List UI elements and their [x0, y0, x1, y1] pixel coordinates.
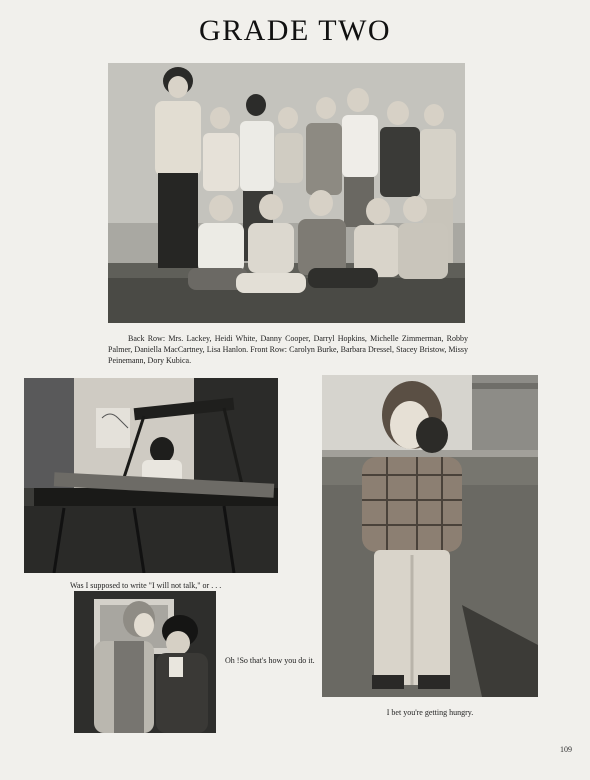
page-title: GRADE TWO — [198, 14, 392, 47]
classroom-photo-caption: Was I supposed to write "I will not talk," or . . . — [70, 581, 222, 590]
classroom-photo — [24, 378, 278, 573]
class-photo-image — [108, 63, 465, 323]
hungry-photo-image — [322, 375, 538, 697]
hungry-photo — [322, 375, 538, 697]
teacher-photo — [74, 591, 216, 733]
class-photo — [108, 63, 465, 323]
classroom-photo-image — [24, 378, 278, 573]
teacher-photo-caption: Oh !So that's how you do it. — [225, 656, 315, 665]
class-photo-caption: Back Row: Mrs. Lackey, Heidi White, Danny Cooper, Darryl Hopkins, Michelle Zimmerman, Robby Palmer, Daniella MacCartney, Lisa Hanlon. Front Row: Carolyn Burke, Barbara Dressel, Stacey Bristow, Missy Peinemann, Dory Kubica. — [108, 334, 468, 365]
hungry-photo-caption: I bet you're getting hungry. — [386, 708, 474, 717]
page-number: 109 — [560, 745, 572, 754]
teacher-photo-image — [74, 591, 216, 733]
